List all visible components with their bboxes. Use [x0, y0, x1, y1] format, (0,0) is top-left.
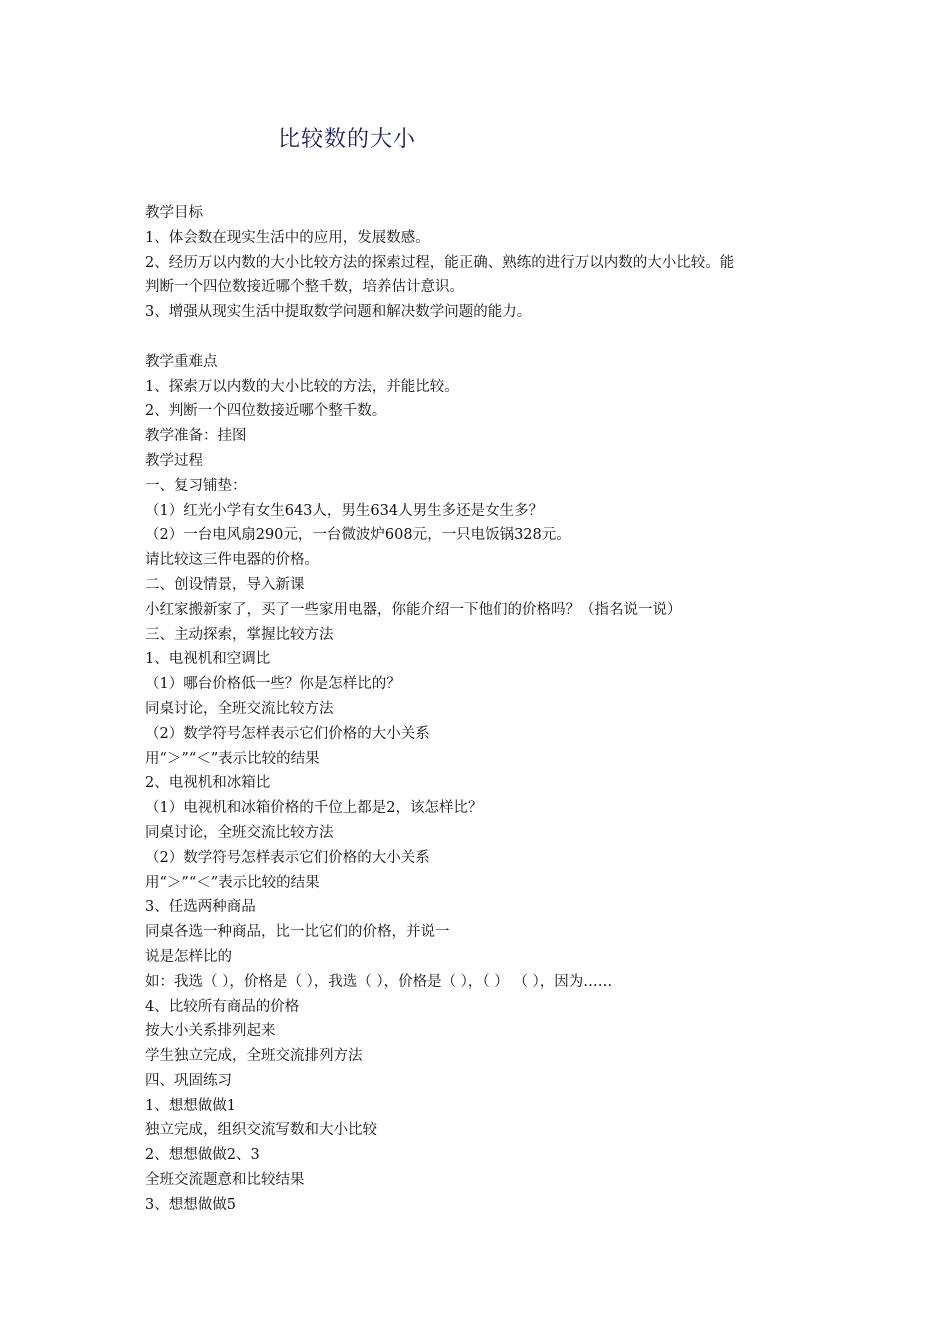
text-line: 1、体会数在现实生活中的应用，发展数感。	[145, 229, 430, 246]
text-line: （1）红光小学有女生643人，男生634人男生多还是女生多？	[145, 502, 544, 519]
text-line: 按大小关系排列起来	[145, 1023, 276, 1040]
text-line: 请比较这三件电器的价格。	[145, 552, 319, 569]
document-title: 比较数的大小	[278, 127, 417, 152]
text-line: 教学过程	[145, 452, 203, 469]
text-line: （1）电视机和冰箱价格的千位上都是2，该怎样比？	[145, 800, 483, 817]
text-line: 2、经历万以内数的大小比较方法的探索过程，能正确、熟练的进行万以内数的大小比较。能	[145, 254, 735, 271]
text-line: 同桌讨论，全班交流比较方法	[145, 700, 334, 717]
text-line: 学生独立完成，全班交流排列方法	[145, 1048, 363, 1065]
text-line: （1）哪台价格低一些？你是怎样比的？	[145, 676, 401, 693]
text-line: 3、任选两种商品	[145, 899, 256, 916]
text-line: 一、复习铺垫：	[145, 477, 247, 494]
text-line: 说是怎样比的	[145, 948, 232, 965]
text-line: 独立完成，组织交流写数和大小比较	[145, 1122, 377, 1139]
text-line: 1、探索万以内数的大小比较的方法，并能比较。	[145, 378, 459, 395]
text-line: 教学重难点	[145, 353, 218, 370]
text-line: 教学目标	[145, 205, 203, 221]
text-line: 4、比较所有商品的价格	[145, 998, 300, 1015]
text-line: 1、电视机和空调比	[145, 651, 271, 668]
text-line: （2）一台电风扇290元，一台微波炉608元，一只电饭锅328元。	[145, 527, 571, 544]
text-line: 小红家搬新家了，买了一些家用电器，你能介绍一下他们的价格吗？（指名说一说）	[145, 601, 682, 618]
text-line: 二、创设情景，导入新课	[145, 576, 305, 593]
text-line: 全班交流题意和比较结果	[145, 1172, 305, 1189]
text-line: 三、主动探索，掌握比较方法	[145, 626, 334, 643]
text-line: （2）数学符号怎样表示它们价格的大小关系	[145, 849, 430, 866]
blank-line	[145, 325, 825, 350]
text-line: 四、巩固练习	[145, 1072, 232, 1089]
text-line: （2）数学符号怎样表示它们价格的大小关系	[145, 725, 430, 742]
text-line: 判断一个四位数接近哪个整千数，培养估计意识。	[145, 279, 464, 296]
document-body	[145, 201, 825, 1218]
text-line: 用“＞”“＜”表示比较的结果	[145, 874, 320, 891]
text-line: 教学准备：挂图	[145, 428, 247, 445]
text-line: 同桌讨论，全班交流比较方法	[145, 824, 334, 841]
text-line: 3、想想做做5	[145, 1196, 236, 1213]
text-line: 如：我选（ ），价格是（ ），我选（ ），价格是（ ），（ ） （ ），因为……	[145, 973, 613, 990]
text-line: 同桌各选一种商品，比一比它们的价格，并说一	[145, 924, 450, 941]
text-line: 2、想想做做2、3	[145, 1147, 260, 1164]
text-line: 用“＞”“＜”表示比较的结果	[145, 750, 320, 767]
text-line: 3、增强从现实生活中提取数学问题和解决数学问题的能力。	[145, 304, 532, 321]
text-line: 1、想想做做1	[145, 1097, 236, 1114]
text-line: 2、判断一个四位数接近哪个整千数。	[145, 403, 387, 420]
text-line: 2、电视机和冰箱比	[145, 775, 271, 792]
